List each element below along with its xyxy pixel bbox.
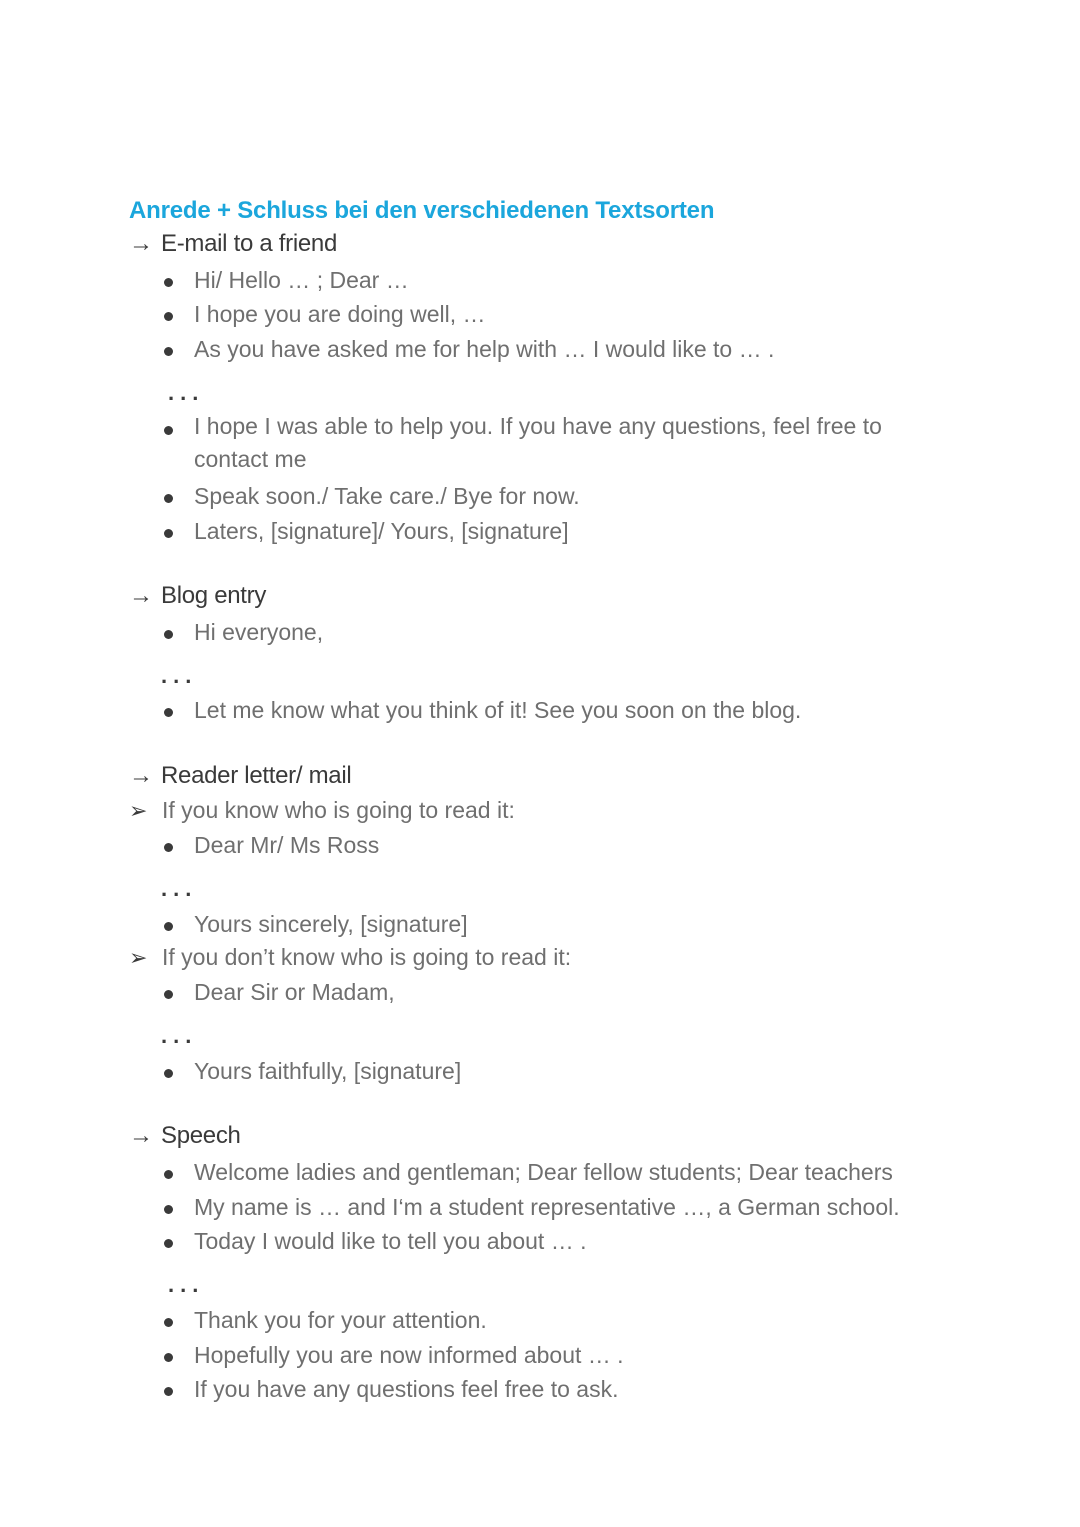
- section-heading-reader: [129, 762, 351, 790]
- section-heading-label: Reader letter/ mail: [161, 762, 352, 789]
- subsection-label: If you know who is going to read it:: [162, 797, 515, 823]
- bullet-icon: [164, 630, 173, 639]
- arrow-right-icon: →: [129, 230, 153, 257]
- section-heading-label: Blog entry: [161, 582, 267, 609]
- bullet-icon: [164, 529, 173, 538]
- subsection-unknown: [129, 944, 571, 971]
- ellipsis-separator: ...: [168, 380, 205, 405]
- section-heading-email: [129, 230, 337, 258]
- bullet-icon: [164, 708, 173, 717]
- bullet-icon: [164, 990, 173, 999]
- ellipsis-separator: ...: [168, 1272, 205, 1297]
- section-heading-label: E-mail to a friend: [161, 230, 338, 257]
- ellipsis-separator: ...: [161, 876, 198, 901]
- page-title: Anrede + Schluss bei den verschiedenen Textsorten: [129, 197, 715, 224]
- bullet-icon: [164, 1069, 173, 1078]
- subsection-label: If you don’t know who is going to read it:: [162, 944, 572, 970]
- bullet-icon: [164, 922, 173, 931]
- ellipsis-separator: ...: [161, 1023, 198, 1048]
- bullet-icon: [164, 312, 173, 321]
- bullet-icon: [164, 347, 173, 356]
- section-heading-blog: [129, 582, 266, 610]
- arrow-right-icon: →: [129, 762, 153, 789]
- arrow-right-icon: →: [129, 1122, 153, 1149]
- triangle-arrow-icon: ➢: [129, 945, 148, 970]
- section-heading-speech: [129, 1122, 241, 1150]
- bullet-icon: [164, 494, 173, 503]
- bullet-icon: [164, 426, 173, 435]
- bullet-icon: [164, 1239, 173, 1248]
- bullet-icon: [164, 1353, 173, 1362]
- section-heading-label: Speech: [161, 1122, 241, 1149]
- bullet-icon: [164, 1170, 173, 1179]
- bullet-icon: [164, 1205, 173, 1214]
- subsection-known: [129, 797, 515, 824]
- bullet-icon: [164, 1318, 173, 1327]
- bullet-icon: [164, 843, 173, 852]
- bullet-icon: [164, 278, 173, 287]
- triangle-arrow-icon: ➢: [129, 798, 148, 823]
- bullet-icon: [164, 1387, 173, 1396]
- arrow-right-icon: →: [129, 582, 153, 609]
- document-page: Anrede + Schluss bei den verschiedenen Textsorten → E-mail to a friend Hi/ Hello … ; Dear … I hope you are doing well, … As you have asked me for help with … I would like to … . ... I hope I was able to help you. If you have any questions, feel free to contact me Speak soon./ Take care./ Bye for now. Laters, [signature]/ Yours, [signature] → Blog entry Hi everyone, ... Let me know what you think of it! See you soon on the blog. → Reader letter/ mail ➢ If you know who is going to read it: Dear Mr/ Ms Ross ... Yours sincerely, [signature] ➢ If you don’t know who is going to read it: Dear Sir or Madam, ... Yours faithfully, [signature] → Speech Welcome ladies and gentleman; Dear fellow students; Dear teachers My name is … and I‘m a student representative …, a German school. Today I would like to tell you about … . ... Thank you for your attention. Hopefully you are now informed about … . If you have any questions feel free to ask.: [129, 197, 900, 1402]
- ellipsis-separator: ...: [161, 663, 198, 688]
